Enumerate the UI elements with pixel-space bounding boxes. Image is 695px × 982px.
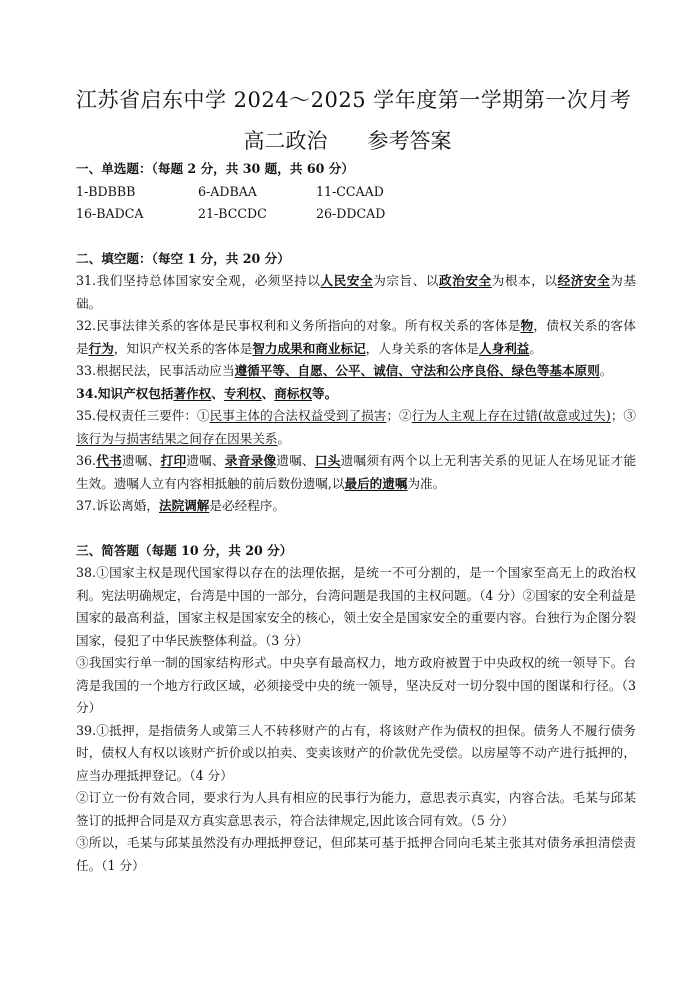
question-35: 35.侵权责任三要件：①民事主体的合法权益受到了损害；②行为人主观上存在过错(故意或过失)；③该行为与损害结果之间存在因果关系。 (76, 408, 637, 446)
document-title: 江苏省启东中学 2024～2025 学年度第一学期第一次月考 (76, 88, 632, 112)
answer-paragraph: ③我国实行单一制的国家结构形式。中央享有最高权力，地方政府被置于中央政权的统一领导下。台湾是我国的一个地方行政区域，必须接受中央的统一领导，坚决反对一切分裂中国的图谋和行径。（3 分） (76, 655, 636, 715)
answer-cell: 26-DDCAD (316, 206, 386, 221)
answer-paragraph: ③所以，毛某与邱某虽然没有办理抵押登记，但邱某可基于抵押合同向毛某主张其对债务承担清偿责任。（1 分） (76, 835, 636, 873)
answer-cell: 16-BADCA (76, 206, 144, 221)
question-34: 34.知识产权包括著作权、专利权、商标权等。 (76, 385, 338, 401)
answer-paragraph: ②订立一份有效合同，要求行为人具有相应的民事行为能力，意思表示真实，内容合法。毛某与邱某签订的抵押合同是双方真实意思表示，符合法律规定,因此该合同有效。（5 分） (76, 790, 636, 828)
question-32: 32.民事法律关系的客体是民事权利和义务所指向的对象。所有权关系的客体是物，债权关系的客体是行为，知识产权关系的客体是智力成果和商业标记，人身关系的客体是人身利益。 (76, 318, 637, 356)
question-36: 36.代书遗嘱、打印遗嘱、录音录像遗嘱、口头遗嘱须有两个以上无利害关系的见证人在场见证才能生效。遗嘱人立有内容相抵触的前后数份遗嘱,以最后的遗嘱为准。 (76, 453, 637, 491)
section3-heading: 三、简答题（每题 10 分，共 20 分） (76, 542, 293, 558)
answer-cell: 6-ADBAA (198, 183, 257, 199)
answer-paragraph: 38.①国家主权是现代国家得以存在的法理依据，是统一不可分割的，是一个国家至高无上的政治权利。宪法明确规定，台湾是中国的一部分，台湾问题是我国的主权问题。（4 分）②国家的安全利益是国家的最高利益，国家主权是国家安全的核心，领土安全是国家安全的重要内容。台独行为企图分裂国家，侵犯了中华民族整体利益。（3 分） (76, 565, 636, 648)
answer-paragraph: 39.①抵押，是指债务人或第三人不转移财产的占有，将该财产作为债权的担保。债务人不履行债务时，债权人有权以该财产折价或以拍卖、变卖该财产的价款优先受偿。以房屋等不动产进行抵押的，应当办理抵押登记。（4 分） (76, 722, 636, 783)
document-subtitle: 高二政治 参考答案 (243, 129, 452, 153)
question-33: 33.根据民法，民事活动应当遵循平等、自愿、公平、诚信、守法和公序良俗、绿色等基本原则。 (76, 363, 613, 378)
answer-row (76, 181, 636, 204)
section1-heading: 一、单选题：（每题 2 分，共 30 题，共 60 分） (76, 161, 354, 176)
answer-cell: 1-BDBBB (76, 183, 136, 199)
answer-cell: 11-CCAAD (316, 183, 384, 199)
question-37: 37.诉讼离婚，法院调解是必经程序。 (76, 498, 285, 513)
answer-row (76, 203, 636, 226)
section2-heading: 二、填空题：（每空 1 分，共 20 分） (76, 250, 290, 266)
document-body (76, 158, 636, 877)
answer-cell: 21-BCCDC (198, 206, 267, 221)
question-31: 31.我们坚持总体国家安全观，必须坚持以人民安全为宗旨、以政治安全为根本，以经济安全为基础。 (76, 273, 637, 311)
